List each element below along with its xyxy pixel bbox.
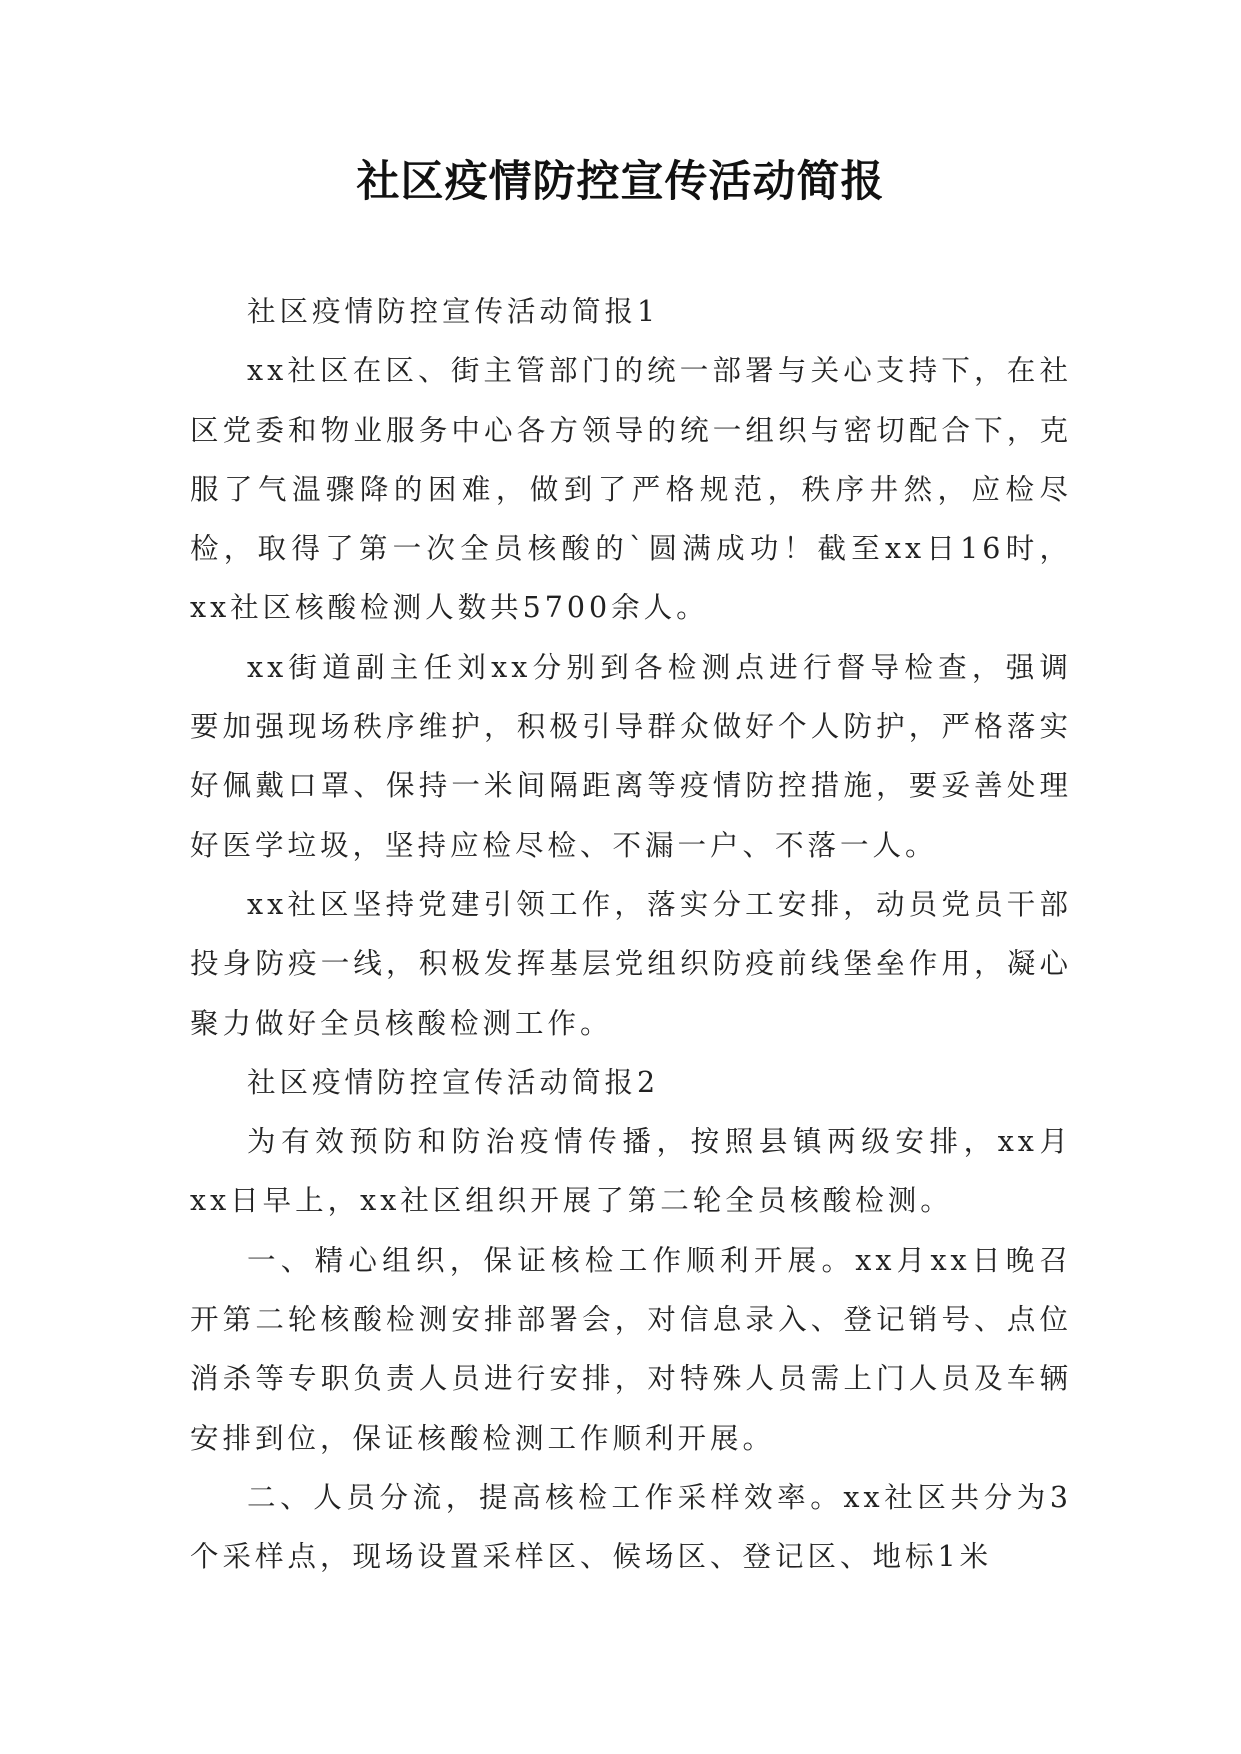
document-body <box>190 282 1072 1587</box>
paragraph: 二、人员分流，提高核检工作采样效率。xx社区共分为3个采样点，现场设置采样区、候场区、登记区、地标1米 <box>190 1480 1072 1574</box>
paragraph: 一、精心组织，保证核检工作顺利开展。xx月xx日晚召开第二轮核酸检测安排部署会，对信息录入、登记销号、点位消杀等专职负责人员进行安排，对特殊人员需上门人员及车辆安排到位，保证核酸检测工作顺利开展。 <box>190 1243 1072 1455</box>
document-title: 社区疫情防控宣传活动简报 <box>356 157 885 207</box>
section-heading-2: 社区疫情防控宣传活动简报2 <box>247 1065 660 1099</box>
paragraph: xx社区坚持党建引领工作，落实分工安排，动员党员干部投身防疫一线，积极发挥基层党组织防疫前线堡垒作用，凝心聚力做好全员核酸检测工作。 <box>190 887 1072 1040</box>
section-heading-1: 社区疫情防控宣传活动简报1 <box>247 295 660 328</box>
paragraph: 为有效预防和防治疫情传播，按照县镇两级安排，xx月xx日早上，xx社区组织开展了第二轮全员核酸检测。 <box>190 1125 1072 1218</box>
paragraph: xx街道副主任刘xx分别到各检测点进行督导检查，强调要加强现场秩序维护，积极引导群众做好个人防护，严格落实好佩戴口罩、保持一米间隔距离等疫情防控措施，要妥善处理好医学垃圾，坚持应检尽检、不漏一户、不落一人。 <box>190 650 1072 862</box>
paragraph: xx社区在区、街主管部门的统一部署与关心支持下，在社区党委和物业服务中心各方领导的统一组织与密切配合下，克服了气温骤降的困难，做到了严格规范，秩序井然，应检尽检，取得了第一次全员核酸的`圆满成功！截至xx日16时，xx社区核酸检测人数共5700余人。 <box>190 354 1072 625</box>
